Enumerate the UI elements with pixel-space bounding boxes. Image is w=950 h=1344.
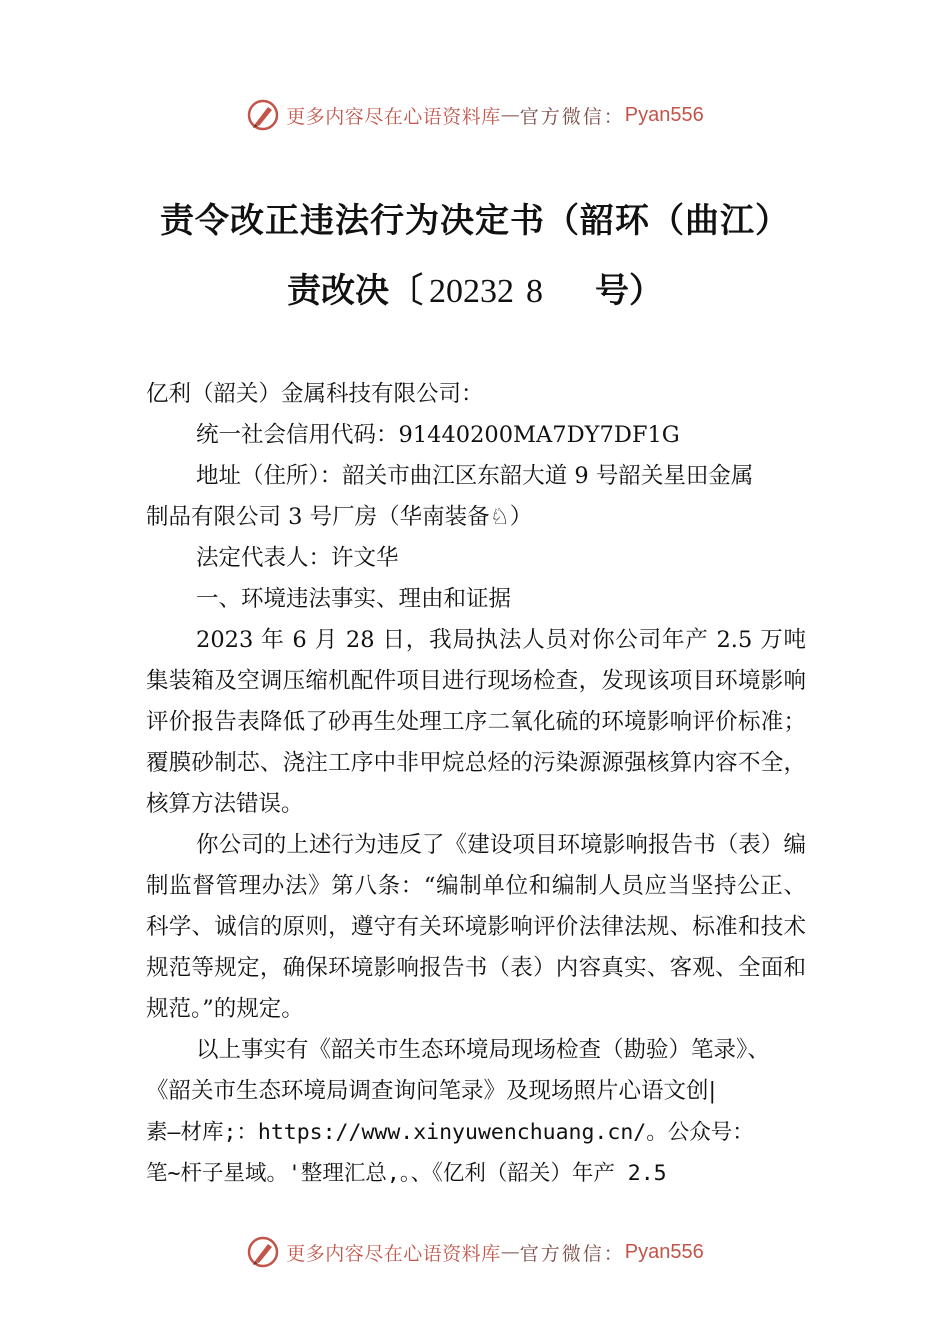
evidence-line-1: 以上事实有《韶关市生态环境局现场检查（勘验）笔录》、: [196, 1037, 770, 1063]
pen-logo-icon: [246, 1235, 280, 1269]
credit-code-line: 统一社会信用代码：91440200MA7DY7DF1G: [196, 422, 680, 448]
doc-number-year: 20232: [429, 273, 514, 310]
pen-logo-icon: [246, 98, 280, 132]
doc-number-seq: 8: [526, 273, 543, 310]
doc-number-prefix: 责改决〔: [287, 271, 423, 311]
banner-separator: —: [500, 1241, 520, 1263]
section-heading-1: 一、环境违法事实、理由和证据: [196, 586, 512, 612]
banner-wechat-label: 官方微信：: [519, 1242, 625, 1265]
address-line-2: 制品有限公司 3 号厂房（华南装备♘）: [146, 504, 533, 530]
banner-main-text: 更多内容尽在心语资料库: [286, 105, 501, 128]
header-watermark-banner: [0, 95, 950, 135]
document-body: [146, 374, 806, 1194]
banner-wechat-label: 官方微信：: [519, 105, 625, 128]
document-title: 责令改正违法行为决定书（韶环（曲江）: [160, 201, 790, 241]
legal-representative-line: 法定代表人：许文华: [196, 545, 399, 571]
banner-wechat-id: Pyan556: [624, 103, 704, 126]
facts-paragraph: 2023 年 6 月 28 日，我局执法人员对你公司年产 2.5 万吨集装箱及空调压缩机配件项目进行现场检查，发现该项目环境影响评价报告表降低了砂再生处理工序二氧化硫的环境影响评价标准；覆膜砂制芯、浇注工序中非甲烷总烃的污染源源强核算内容不全，核算方法错误。: [146, 627, 806, 817]
evidence-line-2: 《韶关市生态环境局调查询问笔录》及现场照片心语文创|: [146, 1078, 717, 1104]
violation-paragraph: 你公司的上述行为违反了《建设项目环境影响报告书（表）编制监督管理办法》第八条：“编制单位和编制人员应当坚持公正、科学、诚信的原则，遵守有关环境影响评价法律法规、标准和技术规范等规定，确保环境影响报告书（表）内容真实、客观、全面和规范。”的规定。: [146, 832, 806, 1022]
address-line-1: 地址（住所）：韶关市曲江区东韶大道 9 号韶关星田金属: [196, 463, 754, 489]
footer-watermark-banner: [0, 1232, 950, 1272]
document-number: [0, 263, 950, 312]
banner-wechat-id: Pyan556: [624, 1240, 704, 1263]
evidence-line-4: 笔~杆子星域。'整理汇总,。、《亿利（韶关）年产 2.5: [146, 1161, 667, 1186]
banner-separator: —: [500, 104, 520, 126]
banner-main-text: 更多内容尽在心语资料库: [286, 1242, 501, 1265]
doc-number-suffix: 号）: [595, 271, 663, 311]
evidence-line-3: 素—材库;：https://www.xinyuwenchuang.cn/。公众号：: [146, 1120, 754, 1145]
recipient-line: 亿利（韶关）金属科技有限公司：: [146, 381, 484, 407]
